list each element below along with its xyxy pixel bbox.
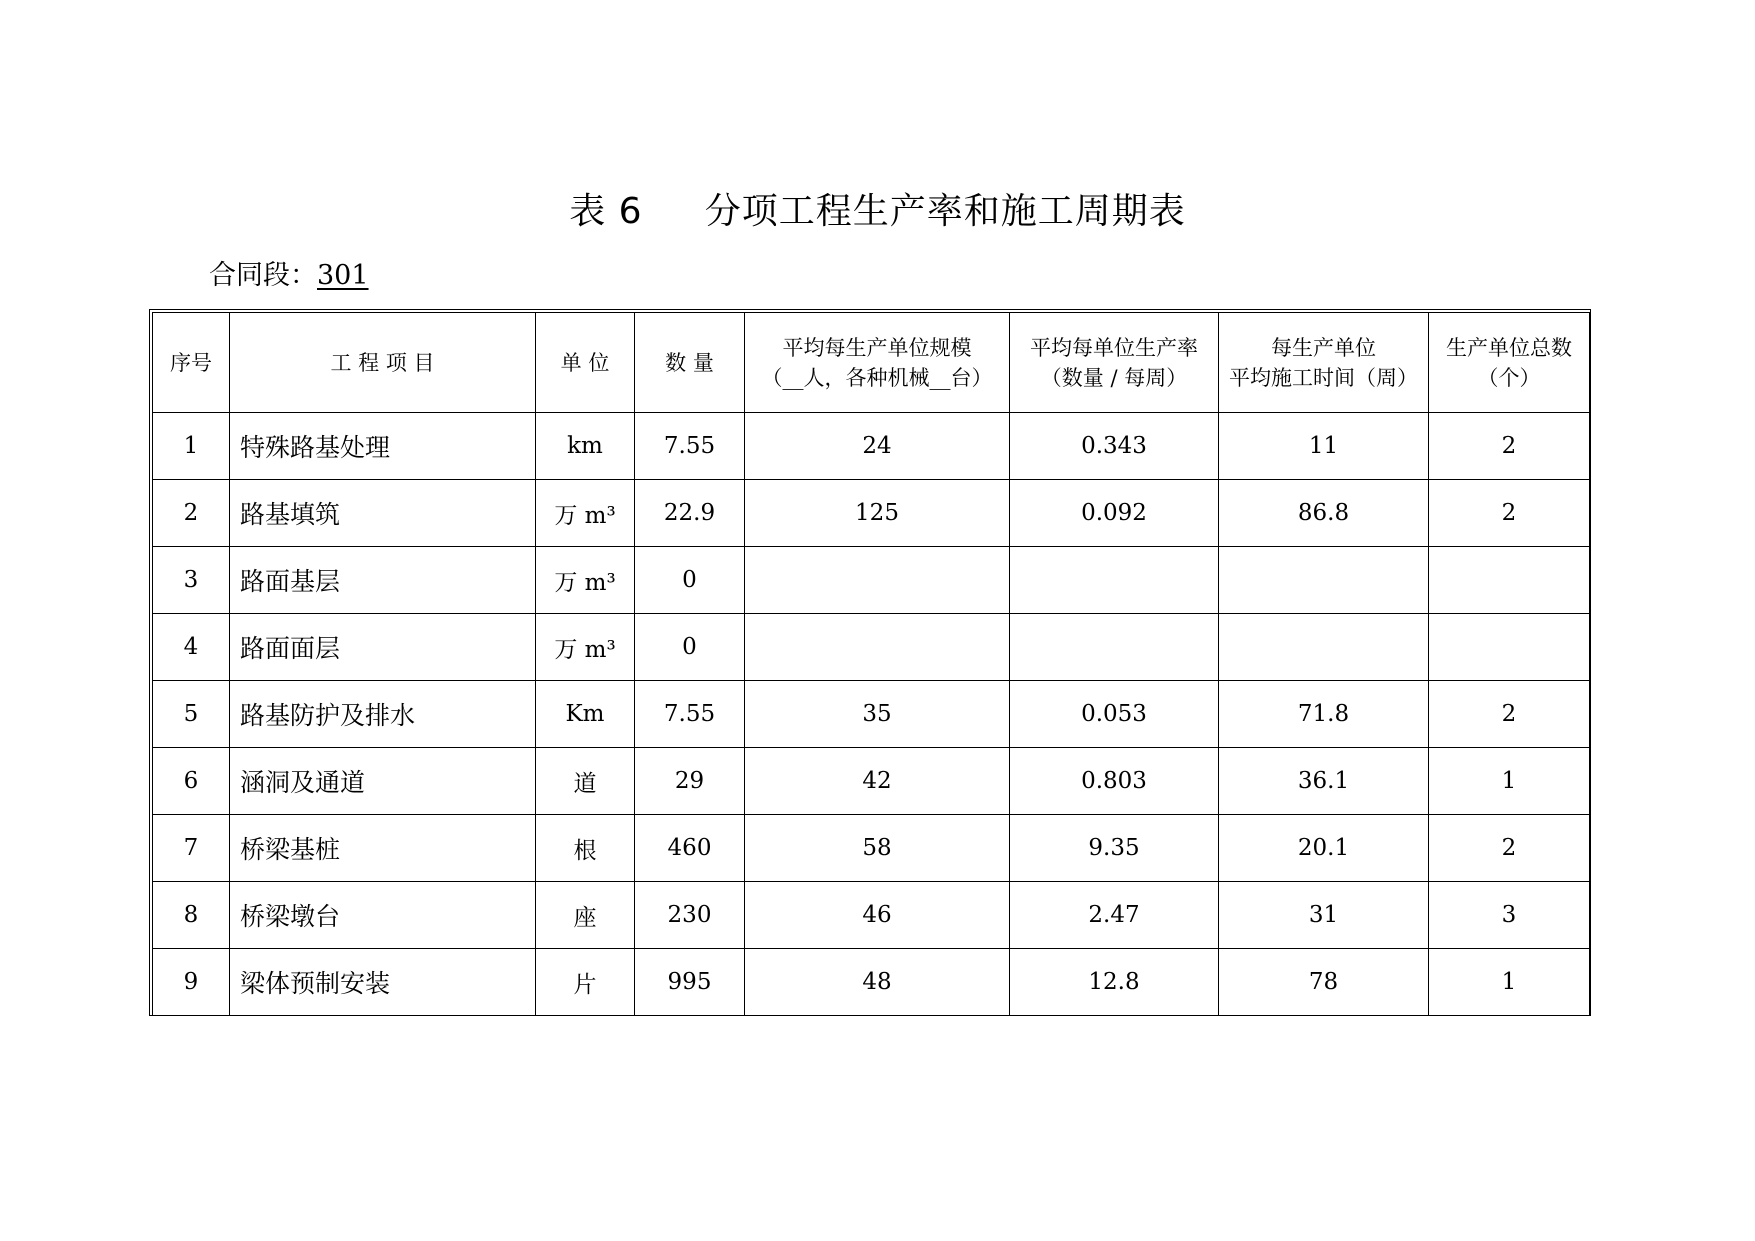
cell-unit: 片	[536, 949, 635, 1016]
cell-total	[1429, 547, 1590, 614]
cell-qty: 0	[635, 547, 745, 614]
table-row	[153, 815, 1590, 882]
table-header	[153, 313, 1590, 413]
table-row	[153, 413, 1590, 480]
cell-rate: 0.343	[1010, 413, 1219, 480]
header-seq: 序号	[153, 313, 230, 413]
header-total: 生产单位总数 （个）	[1429, 313, 1590, 413]
cell-unit: 万 m³	[536, 480, 635, 547]
cell-unit: 座	[536, 882, 635, 949]
cell-qty: 995	[635, 949, 745, 1016]
cell-scale: 42	[745, 748, 1010, 815]
cell-scale: 125	[745, 480, 1010, 547]
cell-seq: 9	[153, 949, 230, 1016]
table-row	[153, 614, 1590, 681]
cell-seq: 5	[153, 681, 230, 748]
contract-number: 301	[317, 260, 369, 291]
cell-total: 2	[1429, 681, 1590, 748]
cell-unit: 道	[536, 748, 635, 815]
cell-time: 36.1	[1219, 748, 1429, 815]
table-row	[153, 480, 1590, 547]
cell-unit: 万 m³	[536, 614, 635, 681]
cell-qty: 460	[635, 815, 745, 882]
header-scale: 平均每生产单位规模 （__人，各种机械__台）	[745, 313, 1010, 413]
cell-rate: 0.053	[1010, 681, 1219, 748]
cell-item: 桥梁墩台	[230, 882, 536, 949]
cell-rate: 2.47	[1010, 882, 1219, 949]
cell-item: 路面面层	[230, 614, 536, 681]
contract-label: 合同段：	[209, 260, 317, 291]
cell-total: 2	[1429, 413, 1590, 480]
cell-seq: 7	[153, 815, 230, 882]
cell-total: 1	[1429, 949, 1590, 1016]
cell-item: 路面基层	[230, 547, 536, 614]
header-item: 工 程 项 目	[230, 313, 536, 413]
cell-item: 特殊路基处理	[230, 413, 536, 480]
cell-seq: 2	[153, 480, 230, 547]
cell-total: 2	[1429, 815, 1590, 882]
cell-scale: 24	[745, 413, 1010, 480]
cell-time: 11	[1219, 413, 1429, 480]
header-row	[153, 313, 1590, 413]
cell-time	[1219, 614, 1429, 681]
table-row	[153, 547, 1590, 614]
cell-scale: 58	[745, 815, 1010, 882]
table-row	[153, 681, 1590, 748]
cell-unit: 根	[536, 815, 635, 882]
cell-time	[1219, 547, 1429, 614]
cell-item: 路基填筑	[230, 480, 536, 547]
cell-item: 涵洞及通道	[230, 748, 536, 815]
cell-unit: 万 m³	[536, 547, 635, 614]
cell-scale: 48	[745, 949, 1010, 1016]
cell-time: 71.8	[1219, 681, 1429, 748]
productivity-table	[152, 312, 1590, 1016]
cell-seq: 3	[153, 547, 230, 614]
table-row	[153, 748, 1590, 815]
cell-rate: 12.8	[1010, 949, 1219, 1016]
header-rate: 平均每单位生产率 （数量 / 每周）	[1010, 313, 1219, 413]
cell-total	[1429, 614, 1590, 681]
cell-rate	[1010, 547, 1219, 614]
cell-item: 路基防护及排水	[230, 681, 536, 748]
cell-total: 3	[1429, 882, 1590, 949]
cell-unit: km	[536, 413, 635, 480]
productivity-table-frame	[149, 309, 1591, 1016]
cell-rate	[1010, 614, 1219, 681]
table-row	[153, 882, 1590, 949]
cell-total: 1	[1429, 748, 1590, 815]
cell-qty: 0	[635, 614, 745, 681]
cell-time: 78	[1219, 949, 1429, 1016]
cell-scale	[745, 614, 1010, 681]
cell-scale: 35	[745, 681, 1010, 748]
cell-rate: 0.803	[1010, 748, 1219, 815]
table-row	[153, 949, 1590, 1016]
cell-time: 20.1	[1219, 815, 1429, 882]
cell-unit: Km	[536, 681, 635, 748]
cell-qty: 7.55	[635, 413, 745, 480]
cell-qty: 29	[635, 748, 745, 815]
header-qty: 数 量	[635, 313, 745, 413]
cell-scale: 46	[745, 882, 1010, 949]
cell-qty: 7.55	[635, 681, 745, 748]
cell-rate: 9.35	[1010, 815, 1219, 882]
cell-qty: 22.9	[635, 480, 745, 547]
cell-item: 桥梁基桩	[230, 815, 536, 882]
cell-total: 2	[1429, 480, 1590, 547]
header-time: 每生产单位 平均施工时间（周）	[1219, 313, 1429, 413]
cell-qty: 230	[635, 882, 745, 949]
cell-item: 梁体预制安装	[230, 949, 536, 1016]
cell-time: 86.8	[1219, 480, 1429, 547]
table-body	[153, 413, 1590, 1016]
cell-seq: 8	[153, 882, 230, 949]
cell-seq: 1	[153, 413, 230, 480]
cell-rate: 0.092	[1010, 480, 1219, 547]
contract-section	[209, 258, 369, 294]
header-unit: 单 位	[536, 313, 635, 413]
cell-seq: 4	[153, 614, 230, 681]
table-title: 表 6 分项工程生产率和施工周期表	[569, 191, 1186, 232]
cell-seq: 6	[153, 748, 230, 815]
cell-scale	[745, 547, 1010, 614]
cell-time: 31	[1219, 882, 1429, 949]
